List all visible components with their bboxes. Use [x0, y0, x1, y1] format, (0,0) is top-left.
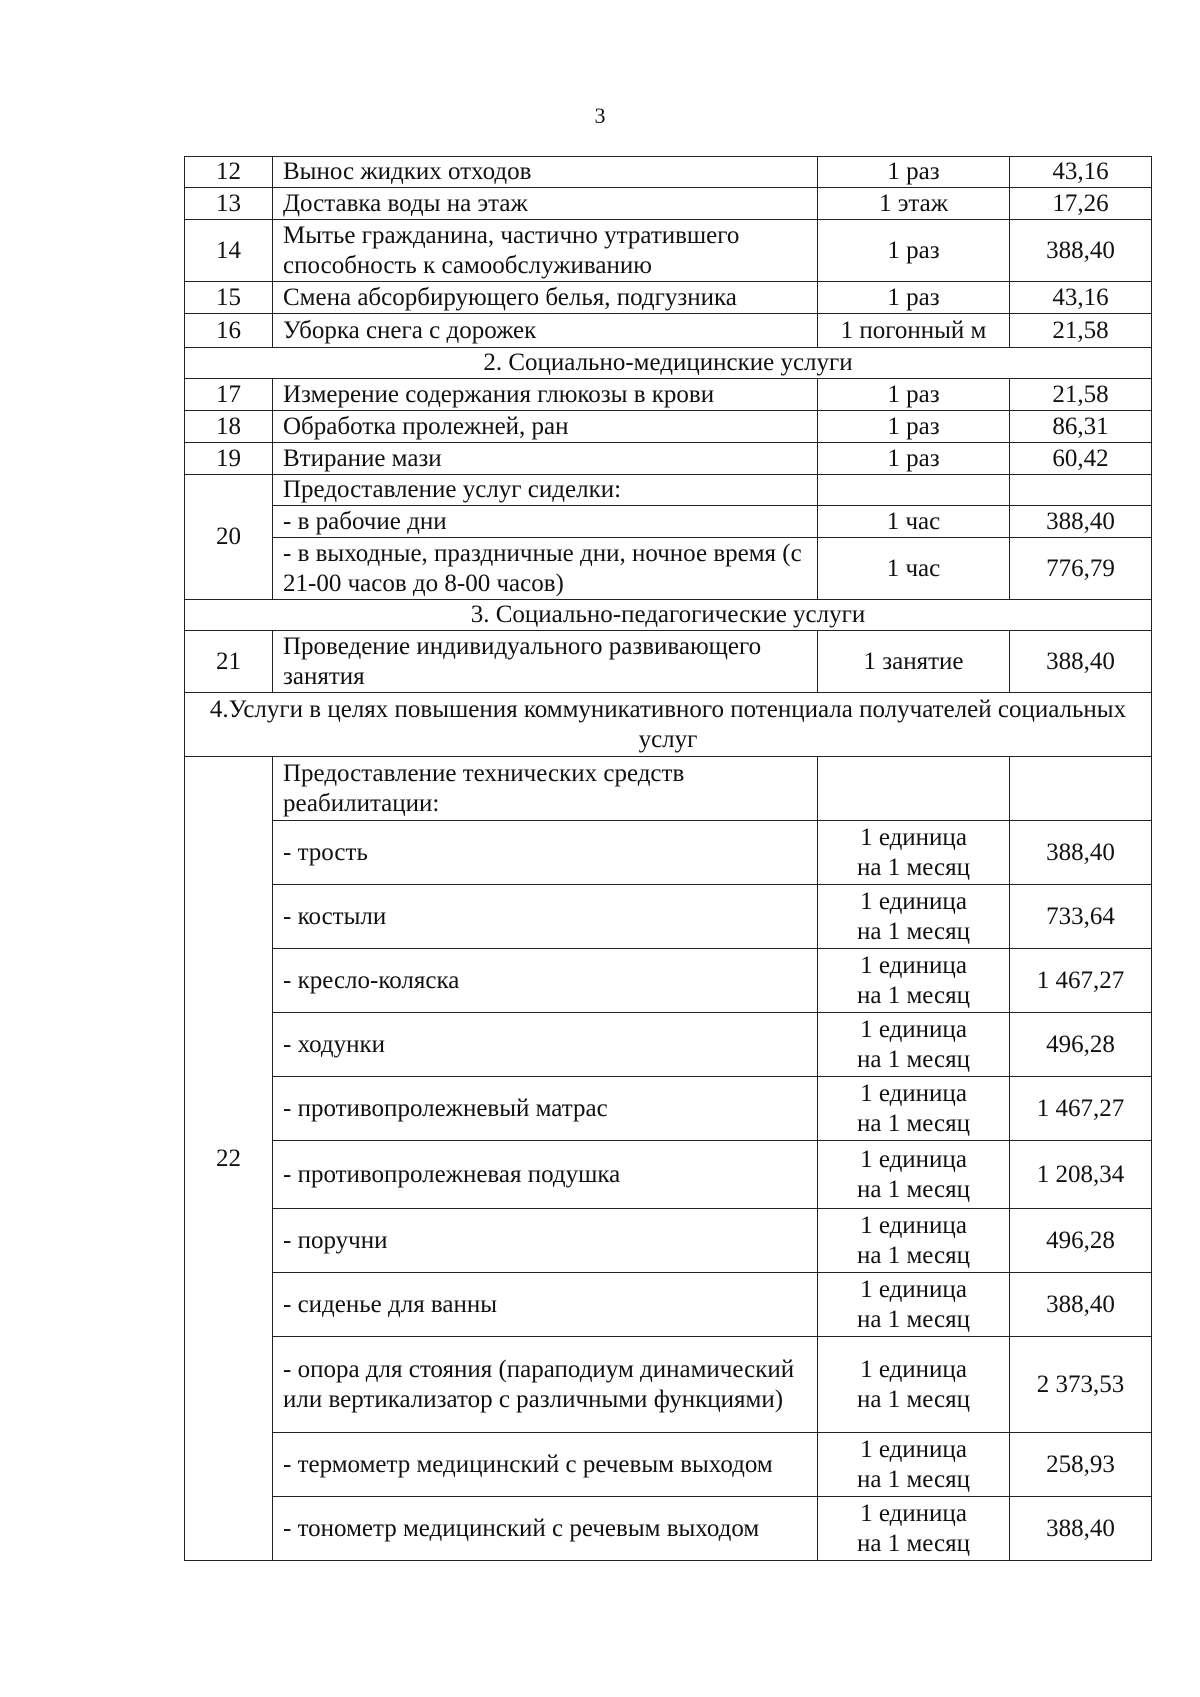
service-name: Втирание мази — [273, 443, 818, 475]
service-name: Мытье гражданина, частично утратившего способность к самообслуживанию — [273, 220, 818, 282]
service-name: Вынос жидких отходов — [273, 157, 818, 188]
unit-cell: 1 раз — [818, 443, 1010, 475]
table-row — [185, 885, 1152, 949]
section-title: 4.Услуги в целях повышения коммуникативного потенциала получателей социальных услуг — [185, 693, 1152, 757]
price-cell: 388,40 — [1010, 220, 1152, 282]
table-row — [185, 1497, 1152, 1561]
row-number: 20 — [185, 475, 273, 600]
service-group-header: Предоставление услуг сиделки: — [273, 475, 818, 506]
unit-line: на 1 месяц — [857, 1529, 970, 1557]
unit-cell: 1 погонный м — [818, 314, 1010, 348]
price-cell: 43,16 — [1010, 157, 1152, 188]
unit-cell — [818, 1337, 1010, 1433]
unit-cell: 1 раз — [818, 379, 1010, 411]
unit-line: 1 единица — [860, 951, 967, 979]
service-name: Уборка снега с дорожек — [273, 314, 818, 348]
table-row — [185, 314, 1152, 348]
unit-line: 1 единица — [860, 887, 967, 915]
unit-cell — [818, 1141, 1010, 1209]
price-cell: 43,16 — [1010, 282, 1152, 314]
table-row — [185, 538, 1152, 600]
row-number: 18 — [185, 411, 273, 443]
service-name: - опора для стояния (параподиум динамический или вертикализатор с различными функциями) — [273, 1337, 818, 1433]
unit-line: на 1 месяц — [857, 1465, 970, 1493]
table-row — [185, 949, 1152, 1013]
table-row — [185, 506, 1152, 538]
unit-cell: 1 раз — [818, 411, 1010, 443]
unit-line: 1 единица — [860, 1355, 967, 1383]
service-name: - сиденье для ванны — [273, 1273, 818, 1337]
service-name: Проведение индивидуального развивающего занятия — [273, 631, 818, 693]
unit-cell: 1 час — [818, 506, 1010, 538]
table-row — [185, 1337, 1152, 1433]
unit-line: на 1 месяц — [857, 1305, 970, 1333]
service-name: - ходунки — [273, 1013, 818, 1077]
unit-line: на 1 месяц — [857, 917, 970, 945]
service-group-header: Предоставление технических средств реабилитации: — [273, 757, 818, 821]
price-cell: 388,40 — [1010, 506, 1152, 538]
unit-cell-empty — [818, 757, 1010, 821]
row-number: 22 — [185, 757, 273, 1561]
unit-line: 1 единица — [860, 1499, 967, 1527]
table-row — [185, 157, 1152, 188]
row-number: 12 — [185, 157, 273, 188]
service-name: - противопролежневая подушка — [273, 1141, 818, 1209]
table-row — [185, 1077, 1152, 1141]
unit-line: 1 единица — [860, 1211, 967, 1239]
row-number: 15 — [185, 282, 273, 314]
unit-cell — [818, 1497, 1010, 1561]
unit-cell — [818, 885, 1010, 949]
service-name: - кресло-коляска — [273, 949, 818, 1013]
unit-line: на 1 месяц — [857, 1241, 970, 1269]
table-row — [185, 757, 1152, 821]
unit-line: на 1 месяц — [857, 1045, 970, 1073]
row-number: 19 — [185, 443, 273, 475]
service-name: - термометр медицинский с речевым выходом — [273, 1433, 818, 1497]
table-row — [185, 1433, 1152, 1497]
table-row — [185, 443, 1152, 475]
service-name: - в выходные, праздничные дни, ночное время (с 21-00 часов до 8-00 часов) — [273, 538, 818, 600]
price-cell: 17,26 — [1010, 188, 1152, 220]
price-cell: 496,28 — [1010, 1209, 1152, 1273]
row-number: 14 — [185, 220, 273, 282]
unit-line: на 1 месяц — [857, 1109, 970, 1137]
section-header-row — [185, 600, 1152, 631]
table-row — [185, 631, 1152, 693]
unit-line: на 1 месяц — [857, 1385, 970, 1413]
table-row — [185, 411, 1152, 443]
service-name: - костыли — [273, 885, 818, 949]
price-cell: 21,58 — [1010, 314, 1152, 348]
service-name: Доставка воды на этаж — [273, 188, 818, 220]
table-row — [185, 379, 1152, 411]
unit-line: 1 единица — [860, 1435, 967, 1463]
service-name: - тонометр медицинский с речевым выходом — [273, 1497, 818, 1561]
section-header-row — [185, 693, 1152, 757]
unit-cell — [818, 1433, 1010, 1497]
table-row — [185, 1273, 1152, 1337]
price-cell: 1 467,27 — [1010, 949, 1152, 1013]
price-cell: 388,40 — [1010, 631, 1152, 693]
page-number: 3 — [594, 103, 606, 128]
table-row — [185, 1209, 1152, 1273]
unit-cell — [818, 1013, 1010, 1077]
price-cell: 86,31 — [1010, 411, 1152, 443]
unit-cell: 1 занятие — [818, 631, 1010, 693]
unit-line: 1 единица — [860, 1015, 967, 1043]
service-name: - в рабочие дни — [273, 506, 818, 538]
unit-cell-empty — [818, 475, 1010, 506]
price-cell: 1 208,34 — [1010, 1141, 1152, 1209]
price-cell-empty — [1010, 757, 1152, 821]
price-cell: 496,28 — [1010, 1013, 1152, 1077]
table-row — [185, 188, 1152, 220]
row-number: 16 — [185, 314, 273, 348]
service-name: - поручни — [273, 1209, 818, 1273]
table-row — [185, 821, 1152, 885]
service-name: Обработка пролежней, ран — [273, 411, 818, 443]
unit-line: на 1 месяц — [857, 853, 970, 881]
unit-line: на 1 месяц — [857, 981, 970, 1009]
service-name: Измерение содержания глюкозы в крови — [273, 379, 818, 411]
unit-line: 1 единица — [860, 1079, 967, 1107]
table-row — [185, 1013, 1152, 1077]
table-row — [185, 475, 1152, 506]
tariff-table — [184, 156, 1152, 1561]
row-number: 21 — [185, 631, 273, 693]
price-cell: 60,42 — [1010, 443, 1152, 475]
unit-cell — [818, 1273, 1010, 1337]
service-name: - противопролежневый матрас — [273, 1077, 818, 1141]
price-cell: 388,40 — [1010, 821, 1152, 885]
price-cell: 733,64 — [1010, 885, 1152, 949]
unit-cell: 1 этаж — [818, 188, 1010, 220]
unit-line: 1 единица — [860, 1275, 967, 1303]
table-row — [185, 1141, 1152, 1209]
table-row — [185, 220, 1152, 282]
price-cell: 1 467,27 — [1010, 1077, 1152, 1141]
unit-cell: 1 раз — [818, 157, 1010, 188]
price-cell: 258,93 — [1010, 1433, 1152, 1497]
unit-line: 1 единица — [860, 1145, 967, 1173]
price-cell: 21,58 — [1010, 379, 1152, 411]
section-header-row — [185, 348, 1152, 379]
table-row — [185, 282, 1152, 314]
unit-cell — [818, 1209, 1010, 1273]
unit-line: 1 единица — [860, 823, 967, 851]
service-name: Смена абсорбирующего белья, подгузника — [273, 282, 818, 314]
service-name: - трость — [273, 821, 818, 885]
row-number: 17 — [185, 379, 273, 411]
price-cell: 388,40 — [1010, 1497, 1152, 1561]
unit-cell: 1 раз — [818, 282, 1010, 314]
section-title: 3. Социально-педагогические услуги — [185, 600, 1152, 631]
unit-line: на 1 месяц — [857, 1175, 970, 1203]
price-cell: 388,40 — [1010, 1273, 1152, 1337]
section-title: 2. Социально-медицинские услуги — [185, 348, 1152, 379]
unit-cell: 1 раз — [818, 220, 1010, 282]
price-cell: 776,79 — [1010, 538, 1152, 600]
price-cell: 2 373,53 — [1010, 1337, 1152, 1433]
unit-cell — [818, 821, 1010, 885]
unit-cell — [818, 1077, 1010, 1141]
unit-cell — [818, 949, 1010, 1013]
unit-cell: 1 час — [818, 538, 1010, 600]
row-number: 13 — [185, 188, 273, 220]
price-cell-empty — [1010, 475, 1152, 506]
